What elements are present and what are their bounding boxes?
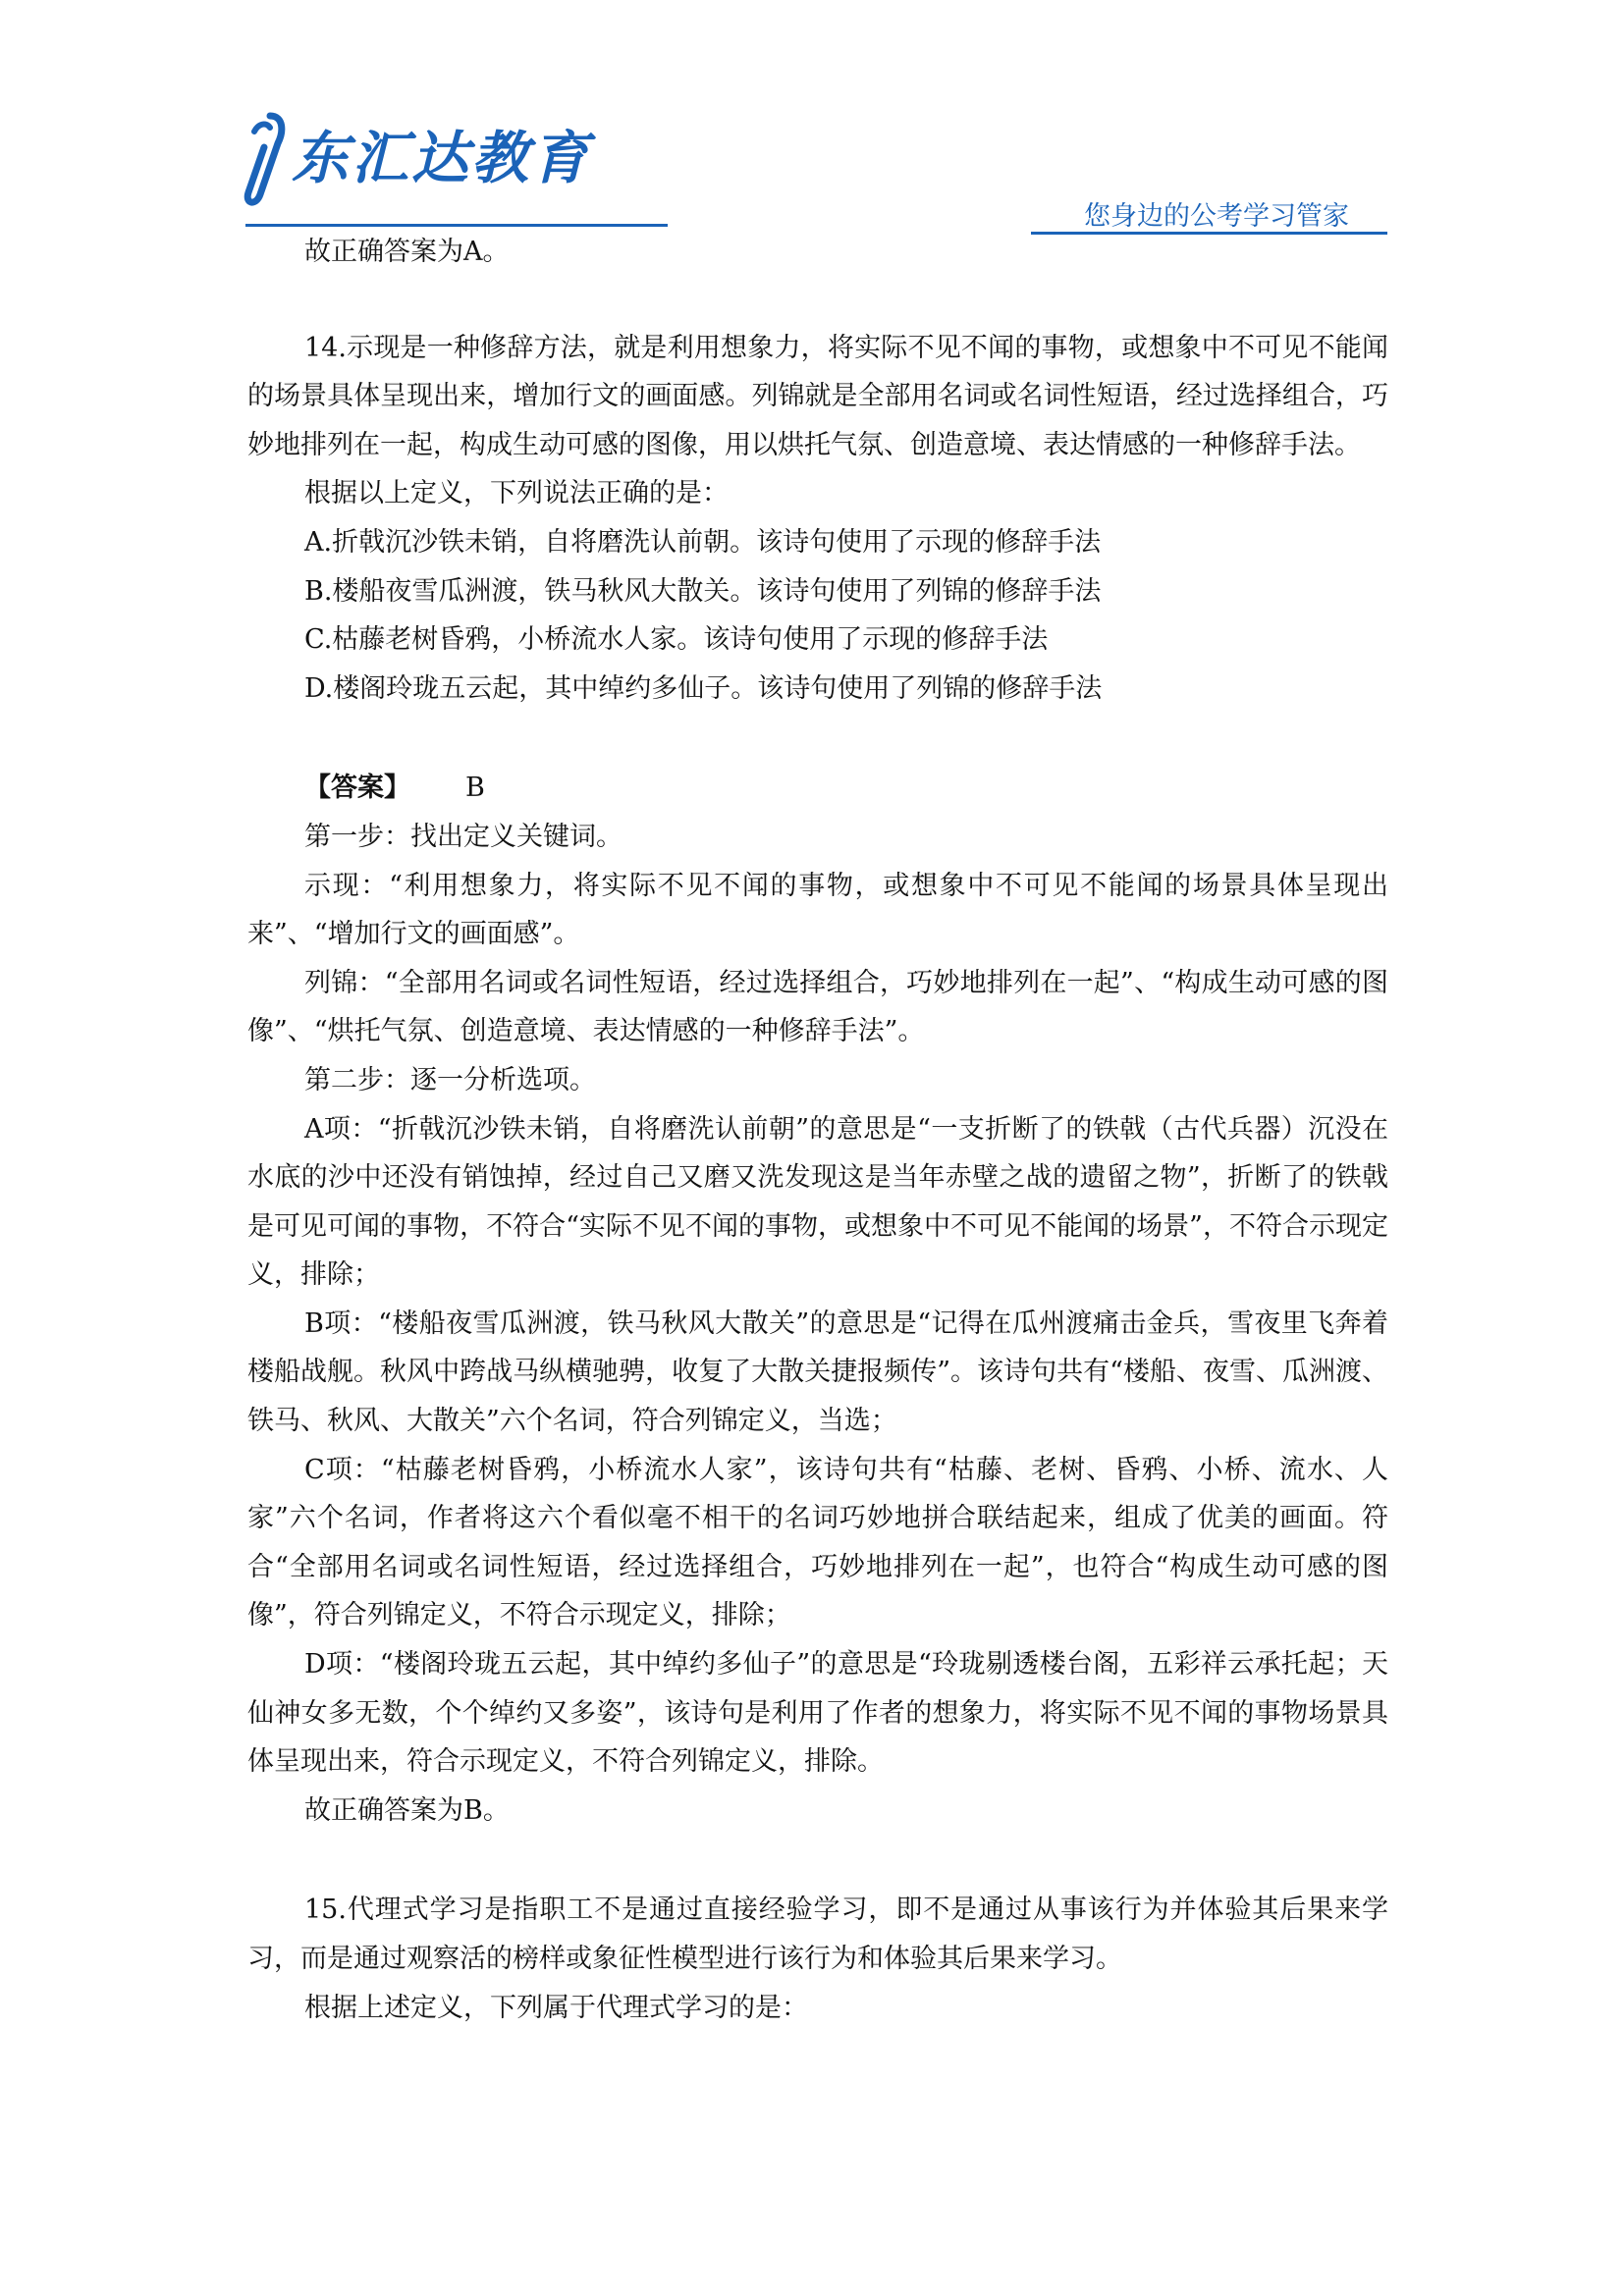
logo-paperclip-icon [241,110,288,218]
page-header [0,0,1624,240]
question-14-option-a: A.折戟沉沙铁未销，自将磨洗认前朝。该诗句使用了示现的修辞手法 [304,526,1102,558]
header-tagline: 您身边的公考学习管家 [1084,201,1349,232]
analysis-paragraph: A项：“折戟沉沙铁未销，自将磨洗认前朝”的意思是“一支折断了的铁戟（古代兵器）沉没在水底的沙中还没有销蚀掉，经过自己又磨又洗发现这是当年赤壁之战的遗留之物”，折断了的铁戟是可见可闻的事物，不符合“实际不见不闻的事物，或想象中不可见不能闻的场景”，不符合示现定义，排除； [247,1113,1388,1291]
question-14-prompt: 根据以上定义，下列说法正确的是： [304,478,729,509]
logo [241,110,673,218]
question-14-stem: 14.示现是一种修辞方法，就是利用想象力，将实际不见不闻的事物，或想象中不可见不能闻的场景具体呈现出来，增加行文的画面感。列锦就是全部用名词或名词性短语，经过选择组合，巧妙地排列在一起，构成生动可感的图像，用以烘托气氛、创造意境、表达情感的一种修辞手法。 [247,332,1388,460]
answer-value: B [465,773,485,804]
question-14-answer [247,764,1388,813]
analysis-paragraph: 第一步：找出定义关键词。 [304,821,623,852]
analysis-paragraph: 示现：“利用想象力，将实际不见不闻的事物，或想象中不可见不能闻的场景具体呈现出来”、“增加行文的画面感”。 [247,870,1388,950]
header-rule-left [245,224,668,227]
analysis-paragraph: C项：“枯藤老树昏鸦，小桥流水人家”，该诗句共有“枯藤、老树、昏鸦、小桥、流水、人家”六个名词，作者将这六个看似毫不相干的名词巧妙地拼合联结起来，组成了优美的画面。符合“全部用名词或名词性短语，经过选择组合，巧妙地排列在一起”，也符合“构成生动可感的图像”，符合列锦定义，不符合示现定义，排除； [247,1454,1388,1631]
analysis-paragraph: D项：“楼阁玲珑五云起，其中绰约多仙子”的意思是“玲珑剔透楼台阁，五彩祥云承托起；天仙神女多无数，个个绰约又多姿”，该诗句是利用了作者的想象力，将实际不见不闻的事物场景具体呈现出来，符合示现定义，不符合列锦定义，排除。 [247,1649,1388,1778]
prev-answer-conclusion: 故正确答案为A。 [304,237,510,267]
analysis-paragraph: 列锦：“全部用名词或名词性短语，经过选择组合，巧妙地排列在一起”、“构成生动可感的图像”、“烘托气氛、创造意境、表达情感的一种修辞手法”。 [247,967,1388,1047]
analysis-paragraph: B项：“楼船夜雪瓜洲渡，铁马秋风大散关”的意思是“记得在瓜州渡痛击金兵，雪夜里飞奔着楼船战舰。秋风中跨战马纵横驰骋，收复了大散关捷报频传”。该诗句共有“楼船、夜雪、瓜洲渡、铁马、秋风、大散关”六个名词，符合列锦定义，当选； [247,1308,1388,1437]
document-body [247,228,1388,2032]
question-15-stem: 15.代理式学习是指职工不是通过直接经验学习，即不是通过从事该行为并体验其后果来学习，而是通过观察活的榜样或象征性模型进行该行为和体验其后果来学习。 [247,1895,1388,1974]
analysis-conclusion: 故正确答案为B。 [304,1794,510,1826]
question-15-prompt: 根据上述定义，下列属于代理式学习的是： [304,1992,808,2023]
question-14-option-c: C.枯藤老树昏鸦，小桥流水人家。该诗句使用了示现的修辞手法 [304,624,1049,656]
analysis-paragraph: 第二步：逐一分析选项。 [304,1064,596,1095]
question-14-option-d: D.楼阁玲珑五云起，其中绰约多仙子。该诗句使用了列锦的修辞手法 [304,672,1103,704]
answer-label: 【答案】 [304,773,410,804]
logo-text: 东汇达教育 [292,125,592,191]
question-14-option-b: B.楼船夜雪瓜洲渡，铁马秋风大散关。该诗句使用了列锦的修辞手法 [304,575,1102,607]
